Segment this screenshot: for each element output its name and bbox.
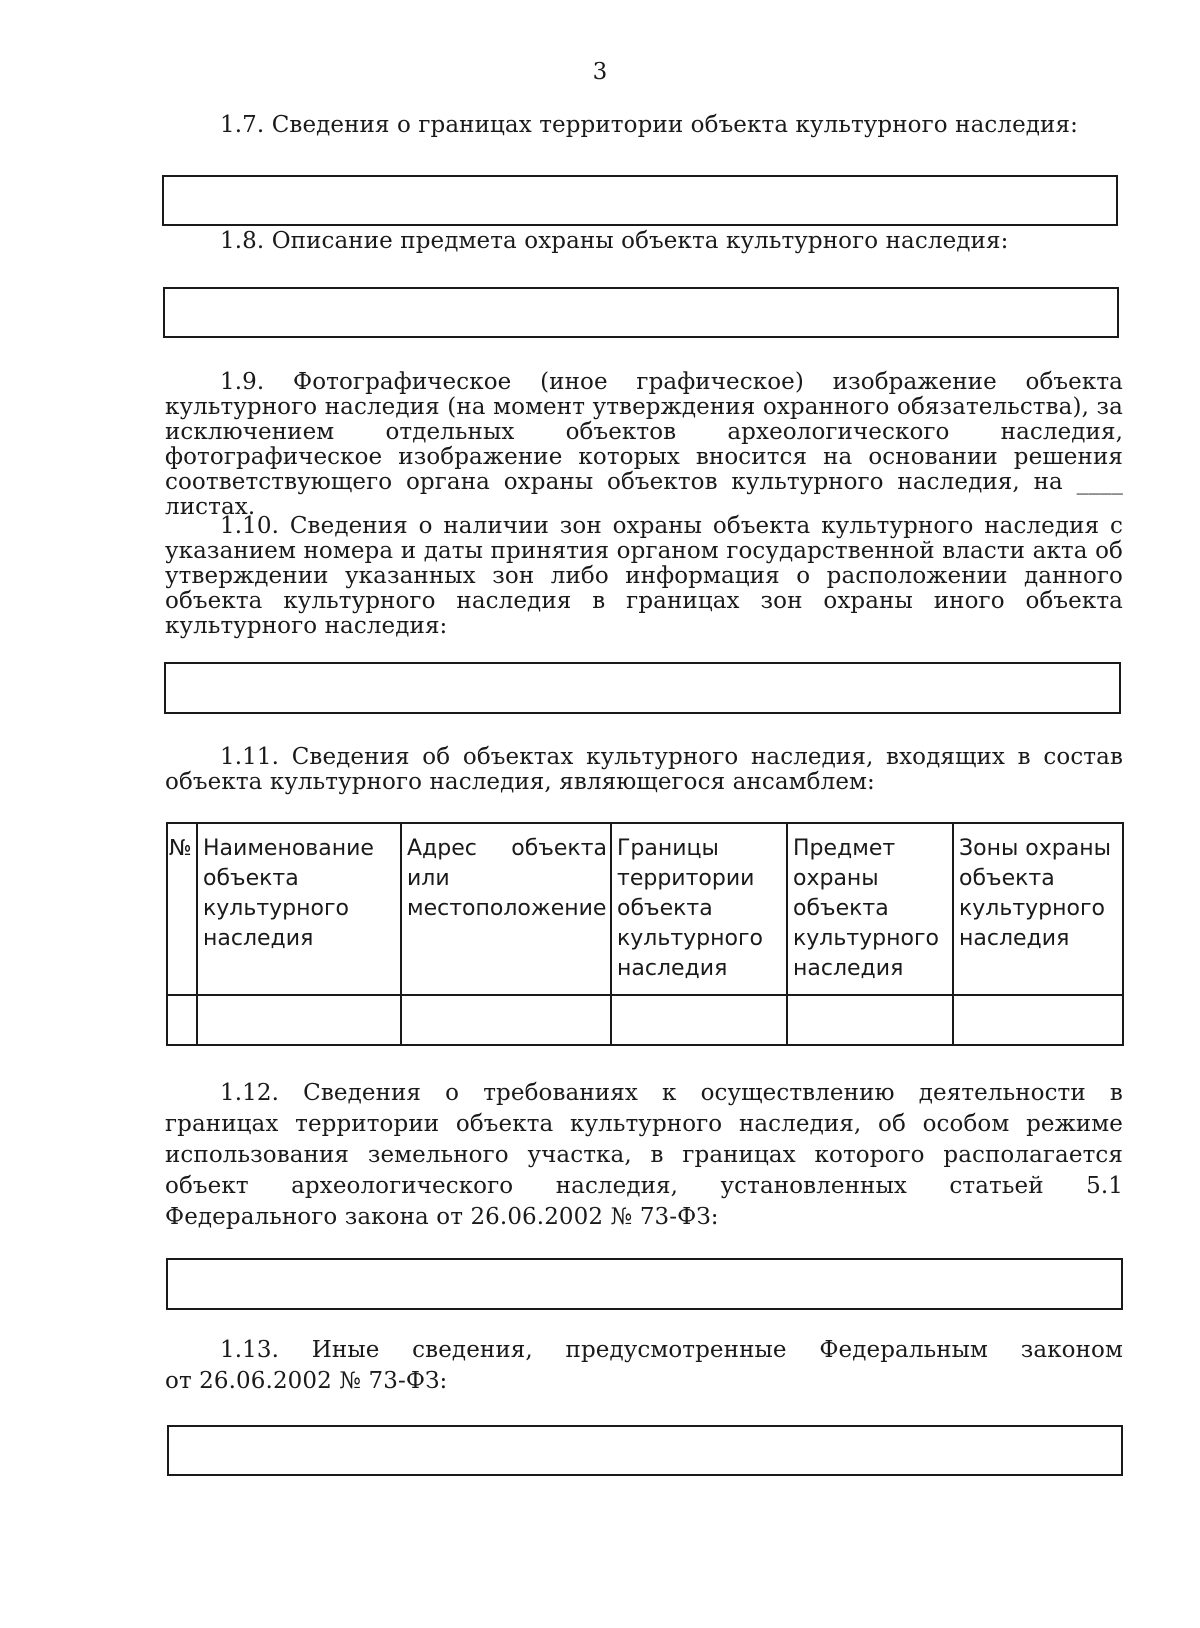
column-header-protection-subject: Предмет охраны объекта культурного наследия — [787, 823, 953, 995]
column-header-name: Наименование объекта культурного наследия — [197, 823, 401, 995]
section-1-9-title: 1.9. Фотографическое (иное графическое) изображение объекта культурного наследия (на момент утверждения охранного обязательства), за исключением отдельных объектов археологического наследия, фотографическое изображение которых вносится на основании решения соответствующего органа охраны объектов культурного наследия, на ____ листах. — [165, 369, 1123, 520]
section-1-8-field[interactable] — [163, 287, 1119, 338]
column-header-number: № — [167, 823, 197, 995]
table-cell-number[interactable] — [167, 995, 197, 1045]
page-number: 3 — [592, 59, 608, 85]
section-1-11-title: 1.11. Сведения об объектах культурного наследия, входящих в состав объекта культурного наследия, являющегося ансамблем: — [165, 744, 1123, 795]
table-cell-address[interactable] — [401, 995, 611, 1045]
section-1-7-field[interactable] — [162, 175, 1118, 226]
table-header-row — [167, 823, 1123, 995]
section-1-8-title: 1.8. Описание предмета охраны объекта культурного наследия: — [220, 228, 1009, 254]
section-1-13-title-line2: от 26.06.2002 № 73-ФЗ: — [165, 1368, 448, 1394]
section-1-7-title: 1.7. Сведения о границах территории объекта культурного наследия: — [220, 112, 1078, 138]
section-1-13-title-line1: 1.13. Иные сведения, предусмотренные Федеральным законом — [220, 1337, 1123, 1363]
column-header-address: Адрес объекта или местоположение — [401, 823, 611, 995]
table-cell-boundaries[interactable] — [611, 995, 787, 1045]
section-1-12-field[interactable] — [166, 1258, 1123, 1310]
table-cell-protection-zones[interactable] — [953, 995, 1123, 1045]
column-header-boundaries: Границы территории объекта культурного наследия — [611, 823, 787, 995]
column-header-protection-zones: Зоны охраны объекта культурного наследия — [953, 823, 1123, 995]
section-1-13-field[interactable] — [167, 1425, 1123, 1476]
section-1-10-title: 1.10. Сведения о наличии зон охраны объекта культурного наследия с указанием номера и даты принятия органом государственной власти акта об утверждении указанных зон либо информация о расположении данного объекта культурного наследия в границах зон охраны иного объекта культурного наследия: — [165, 513, 1123, 639]
section-1-10-field[interactable] — [164, 662, 1121, 714]
table-row — [167, 995, 1123, 1045]
table-cell-protection-subject[interactable] — [787, 995, 953, 1045]
ensemble-table — [166, 822, 1124, 1046]
section-1-12-title: 1.12. Сведения о требованиях к осуществлению деятельности в границах территории объекта культурного наследия, об особом режиме использования земельного участка, в границах которого располагается объект археологического наследия, установленных статьей 5.1 Федерального закона от 26.06.2002 № 73-ФЗ: — [165, 1080, 1123, 1230]
table-cell-name[interactable] — [197, 995, 401, 1045]
